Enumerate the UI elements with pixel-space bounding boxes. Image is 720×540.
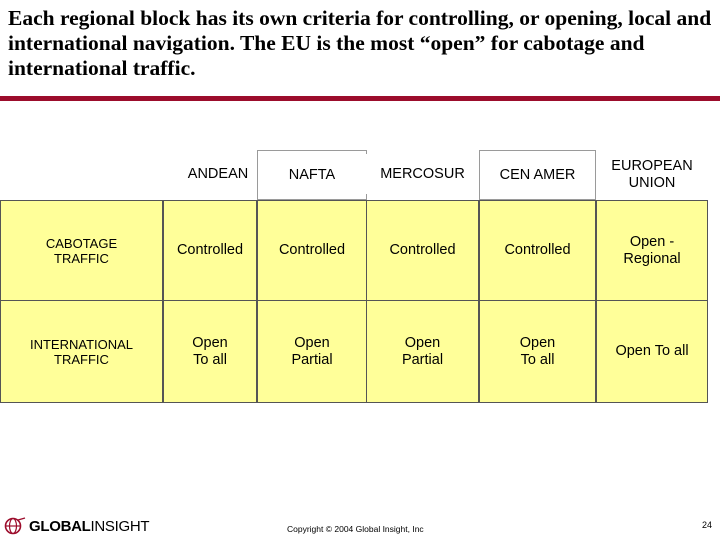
row-header-cabotage-traffic: CABOTAGE TRAFFIC — [0, 200, 163, 301]
global-insight-logo — [4, 517, 149, 535]
table-cell: Open Partial — [257, 300, 367, 403]
table-cell: Open - Regional — [596, 200, 708, 301]
row-header-international-traffic: INTERNATIONAL TRAFFIC — [0, 300, 163, 403]
table-cell: Controlled — [366, 200, 479, 301]
page-number: 24 — [702, 520, 713, 530]
title-divider — [0, 96, 720, 101]
column-header-european-union: EUROPEAN UNION — [596, 150, 708, 200]
slide-title: Each regional block has its own criteria for controlling, or opening, local and international navigation. The EU is the most “open” for cabotage and international traffic. — [8, 6, 712, 80]
column-header-mercosur: MERCOSUR — [366, 154, 479, 194]
logo-text-insight: INSIGHT — [90, 517, 150, 535]
copyright-notice: Copyright © 2004 Global Insight, Inc — [287, 524, 424, 534]
table-cell: Controlled — [257, 200, 367, 301]
table-cell: Controlled — [479, 200, 596, 301]
globe-icon — [4, 517, 26, 535]
logo-text-global: GLOBAL — [29, 517, 91, 535]
column-header-nafta: NAFTA — [257, 150, 367, 200]
table-cell: Open To all — [479, 300, 596, 403]
table-cell: Open To all — [596, 300, 708, 403]
column-header-andean: ANDEAN — [163, 154, 273, 194]
table-cell: Open Partial — [366, 300, 479, 403]
table-cell: Controlled — [163, 200, 257, 301]
comparison-table — [0, 144, 708, 403]
table-cell: Open To all — [163, 300, 257, 403]
column-header-cen-amer: CEN AMER — [479, 150, 596, 200]
